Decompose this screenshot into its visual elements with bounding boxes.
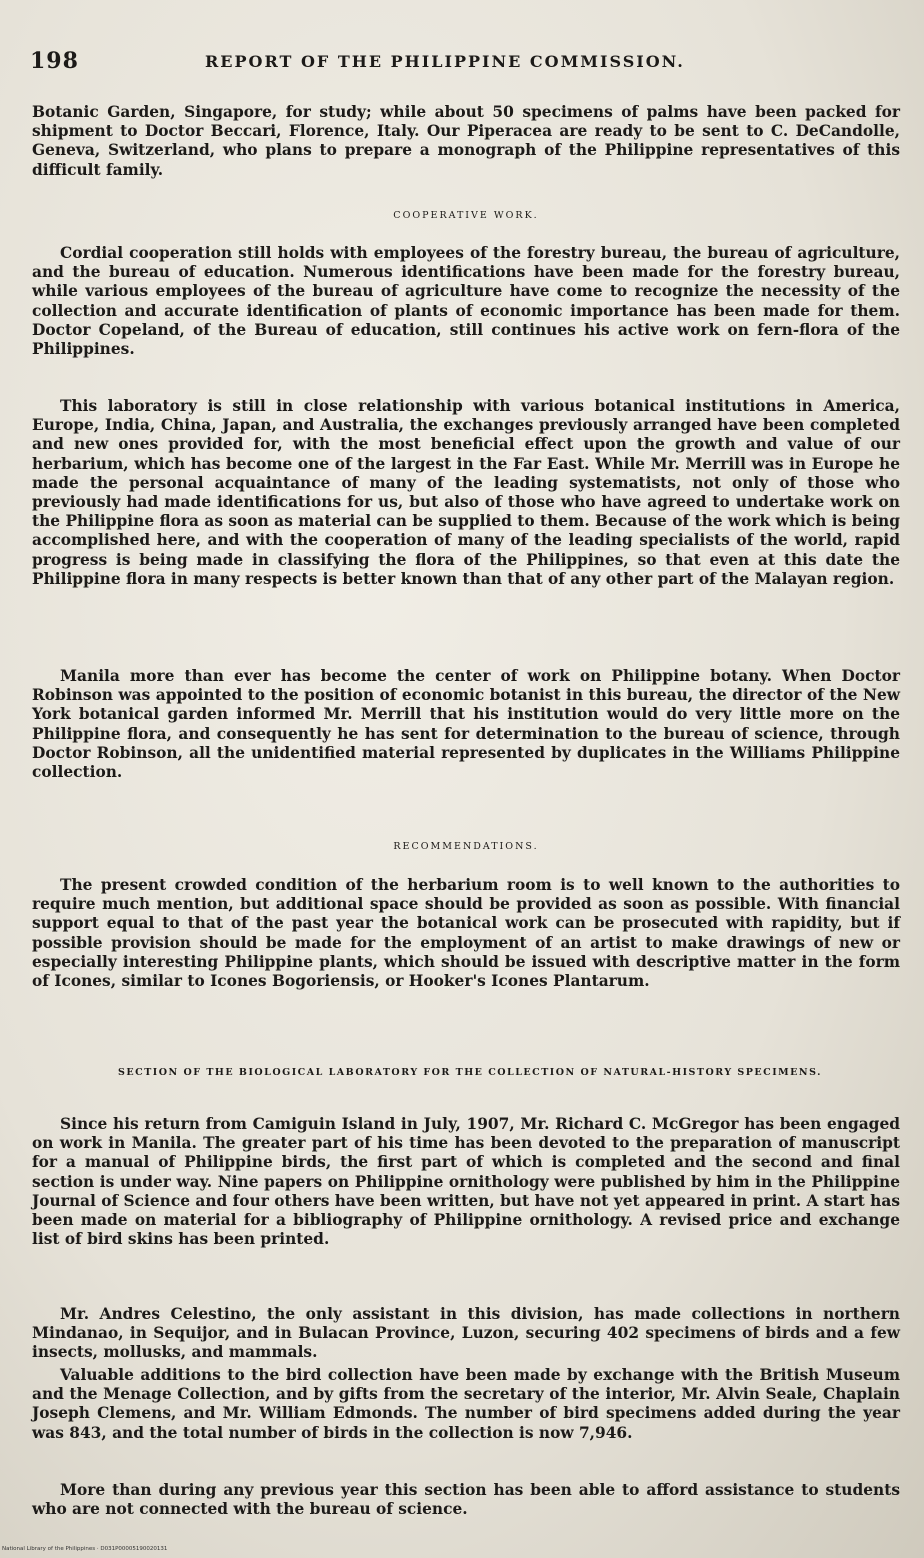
running-head — [30, 48, 910, 78]
paragraph-celestino: Mr. Andres Celestino, the only assistant in this division, has made collections in northern Mindanao, in Sequijor, and in Bulacan Province, Luzon, securing 402 specimens of birds and a few insects, mollusks, and mammals. — [32, 1305, 900, 1362]
paragraph-bird-collection: Valuable additions to the bird collection have been made by exchange with the British Museum and the Menage Collection, and by gifts from the secretary of the interior, Mr. Alvin Seale, Chaplain Joseph Clemens, and Mr. William Edmonds. The number of bird specimens added during the year was 843, and the total number of birds in the collection is now 7,946. — [32, 1366, 900, 1442]
library-footer: National Library of the Philippines · D031P00005190020131 — [2, 1546, 168, 1552]
page-number: 198 — [30, 48, 79, 74]
paragraph-cooperation: Cordial cooperation still holds with employees of the forestry bureau, the bureau of agriculture, and the bureau of education. Numerous identifications have been made for the forestry bureau, while various employees of the bureau of agriculture have come to recognize the necessity of the collection and accurate identification of plants of economic importance has been made for them. Doctor Copeland, of the Bureau of education, still continues his active work on fern-flora of the Philippines. — [32, 244, 900, 359]
paragraph-students-assistance: More than during any previous year this section has been able to afford assistance to students who are not connected with the bureau of science. — [32, 1481, 900, 1519]
paragraph-laboratory-relationships: This laboratory is still in close relationship with various botanical institutions in America, Europe, India, China, Japan, and Australia, the exchanges previously arranged have been completed and new ones provided for, with the most beneficial effect upon the growth and value of our herbarium, which has become one of the largest in the Far East. While Mr. Merrill was in Europe he made the personal acquaintance of many of the leading systematists, not only of those who previously had made identifications for us, but also of those who have agreed to undertake work on the Philippine flora as soon as material can be supplied to them. Because of the work which is being accomplished here, and with the cooperation of many of the leading specialists of the world, rapid progress is being made in classifying the flora of the Philippines, so that even at this date the Philippine flora in many respects is better known than that of any other part of the Malayan region. — [32, 397, 900, 588]
running-title: REPORT OF THE PHILIPPINE COMMISSION. — [205, 52, 685, 71]
heading-biological-laboratory-section: SECTION OF THE BIOLOGICAL LABORATORY FOR THE COLLECTION OF NATURAL-HISTORY SPECIMENS. — [118, 1067, 822, 1078]
paragraph-manila-center: Manila more than ever has become the center of work on Philippine botany. When Doctor Robinson was appointed to the position of economic botanist in this bureau, the director of the New York botanical garden informed Mr. Merrill that his institution would do very little more on the Philippine flora, and consequently he has sent for determination to the bureau of science, through Doctor Robinson, all the unidentified material represented by duplicates in the Williams Philippine collection. — [32, 667, 900, 782]
paragraph-herbarium-room: The present crowded condition of the herbarium room is to well known to the authorities to require much mention, but additional space should be provided as soon as possible. With financial support equal to that of the past year the botanical work can be prosecuted with rapidity, but if possible provision should be made for the employment of an artist to make drawings of new or especially interesting Philippine plants, which should be issued with descriptive matter in the form of Icones, similar to Icones Bogoriensis, or Hooker's Icones Plantarum. — [32, 876, 900, 991]
paragraph-botanic-garden: Botanic Garden, Singapore, for study; while about 50 specimens of palms have been packed for shipment to Doctor Beccari, Florence, Italy. Our Piperacea are ready to be sent to C. DeCandolle, Geneva, Switzerland, who plans to prepare a monograph of the Philippine representatives of this difficult family. — [32, 103, 900, 179]
heading-cooperative-work: COOPERATIVE WORK. — [393, 210, 539, 221]
paragraph-mcgregor: Since his return from Camiguin Island in July, 1907, Mr. Richard C. McGregor has been engaged on work in Manila. The greater part of his time has been devoted to the preparation of manuscript for a manual of Philippine birds, the first part of which is completed and the second and final section is under way. Nine papers on Philippine ornithology were published by him in the Philippine Journal of Science and four others have been written, but have not yet appeared in print. A start has been made on material for a bibliography of Philippine ornithology. A revised price and exchange list of bird skins has been printed. — [32, 1115, 900, 1249]
heading-recommendations: RECOMMENDATIONS. — [393, 841, 539, 852]
